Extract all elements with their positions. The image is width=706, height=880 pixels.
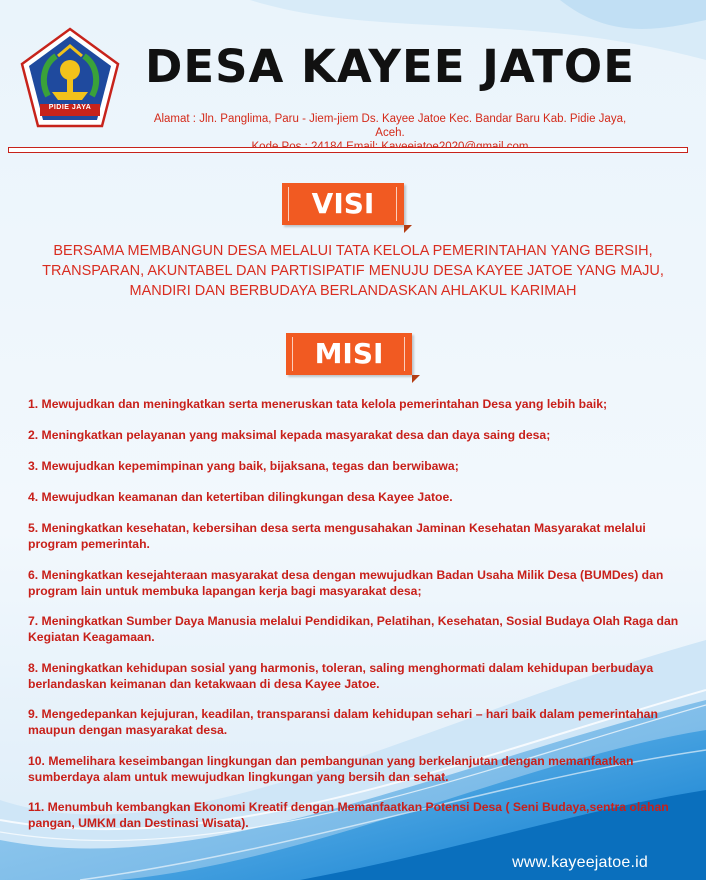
- misi-item: 10. Memelihara keseimbangan lingkungan dan pembangunan yang berkelanjutan dengan memanfaatkan sumberdaya alam untuk mewujudkan lingkungan yang bersih dan sehat.: [28, 754, 634, 784]
- misi-item: 5. Meningkatkan kesehatan, kebersihan desa serta mengusahakan Jaminan Kesehatan Masyarakat melalui program pemerintah.: [28, 521, 646, 551]
- ribbon-fold: [404, 225, 412, 233]
- misi-heading-label: MISI: [314, 337, 384, 370]
- misi-item: 9. Mengedepankan kejujuran, keadilan, transparansi dalam kehidupan sehari – hari baik dalam pemerintahan maupun dengan masyarakat desa.: [28, 707, 658, 737]
- misi-heading: [286, 333, 412, 375]
- ribbon-fold: [412, 375, 420, 383]
- misi-list: [28, 396, 688, 846]
- pidie-jaya-emblem-icon: [18, 26, 122, 132]
- misi-item: 2. Meningkatkan pelayanan yang maksimal kepada masyarakat desa dan daya saing desa;: [28, 428, 551, 442]
- misi-item: 11. Menumbuh kembangkan Ekonomi Kreatif dengan Memanfaatkan Potensi Desa ( Seni Budaya,sentra olahan pangan, UMKM dan Destinasi Wisata).: [28, 800, 669, 830]
- page-title: DESA KAYEE JATOE: [145, 40, 635, 93]
- misi-item: 1. Mewujudkan dan meningkatkan serta meneruskan tata kelola pemerintahan Desa yang lebih baik;: [28, 397, 608, 411]
- address-line: Alamat : Jln. Panglima, Paru - Jiem-jiem Ds. Kayee Jatoe Kec. Bandar Baru Kab. Pidie Jaya, Aceh.: [153, 113, 627, 139]
- visi-heading-label: VISI: [311, 187, 375, 220]
- visi-heading: [282, 183, 404, 225]
- misi-item: 4. Mewujudkan keamanan dan ketertiban dilingkungan desa Kayee Jatoe.: [28, 490, 453, 504]
- misi-item: 8. Meningkatkan kehidupan sosial yang harmonis, toleran, saling menghormati dalam kehidupan berbudaya berlandaskan keimanan dan ketakwaan di desa Kayee Jatoe.: [28, 661, 654, 691]
- header-divider: [8, 147, 688, 153]
- misi-item: 6. Meningkatkan kesejahteraan masyarakat desa dengan mewujudkan Badan Usaha Milik Desa (BUMDes) dan program lain untuk membuka lapangan kerja bagi masyarakat desa;: [28, 568, 664, 598]
- website-link[interactable]: www.kayeejatoe.id: [512, 854, 648, 871]
- misi-item: 3. Mewujudkan kepemimpinan yang baik, bijaksana, tegas dan berwibawa;: [28, 459, 459, 473]
- logo-text: PIDIE JAYA: [48, 104, 92, 111]
- misi-item: 7. Meningkatkan Sumber Daya Manusia melalui Pendidikan, Pelatihan, Kesehatan, Sosial Budaya Olah Raga dan Kegiatan Keagamaan.: [28, 614, 679, 644]
- visi-statement: BERSAMA MEMBANGUN DESA MELALUI TATA KELOLA PEMERINTAHAN YANG BERSIH, TRANSPARAN, AKUNTABEL DAN PARTISIPATIF MENUJU DESA KAYEE JATOE YANG MAJU, MANDIRI DAN BERBUDAYA BERLANDASKAN AHLAKUL KARIMAH: [42, 243, 664, 299]
